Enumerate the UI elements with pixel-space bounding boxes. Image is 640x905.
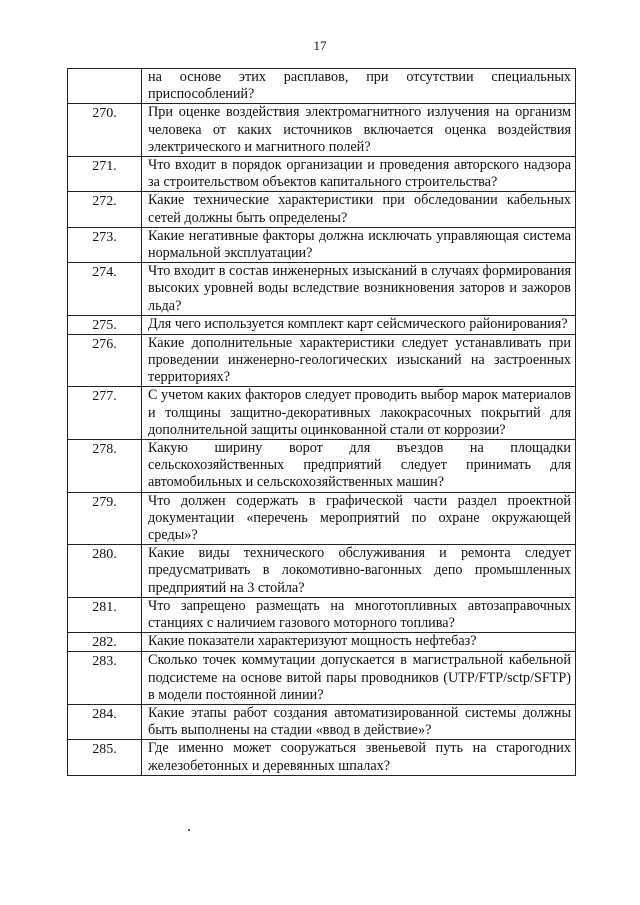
- question-number: 275.: [68, 315, 142, 334]
- question-number: 270.: [68, 104, 142, 157]
- table-row: [68, 157, 576, 192]
- scan-speck: [188, 829, 190, 831]
- question-number: 276.: [68, 334, 142, 387]
- question-number: 273.: [68, 227, 142, 262]
- question-text: Сколько точек коммутации допускается в магистральной кабельной подсистеме на основе витой пары проводников (UTP/FTP/sctp/SFTP) в модели постоянной линии?: [142, 652, 576, 705]
- question-number: 280.: [68, 545, 142, 598]
- table-row: [68, 492, 576, 545]
- table-row: [68, 263, 576, 316]
- question-text: Какие этапы работ создания автоматизированной системы должны быть выполнены на стадии «ввод в действие»?: [142, 704, 576, 739]
- question-text: Какую ширину ворот для въездов на площадки сельскохозяйственных предприятий следует принимать для автомобильных и сельскохозяйственных машин?: [142, 440, 576, 493]
- table-row: [68, 315, 576, 334]
- table-row: [68, 227, 576, 262]
- question-text: Что запрещено размещать на многотопливных автозаправочных станциях с наличием газового моторного топлива?: [142, 597, 576, 632]
- table-row: [68, 334, 576, 387]
- question-number: 283.: [68, 652, 142, 705]
- table-row: [68, 69, 576, 104]
- question-number: 282.: [68, 633, 142, 652]
- table-row: [68, 192, 576, 227]
- table-row: [68, 740, 576, 775]
- question-number: 285.: [68, 740, 142, 775]
- question-text: Где именно может сооружаться звеньевой путь на старогодних железобетонных и деревянных шпалах?: [142, 740, 576, 775]
- question-number: 274.: [68, 263, 142, 316]
- page-number: 17: [313, 38, 327, 53]
- question-number: [68, 69, 142, 104]
- question-text: Что входит в состав инженерных изысканий в случаях формирования высоких уровней воды вследствие возникновения заторов и зажоров льда?: [142, 263, 576, 316]
- question-number: 279.: [68, 492, 142, 545]
- table-row: [68, 704, 576, 739]
- table-row: [68, 652, 576, 705]
- question-number: 271.: [68, 157, 142, 192]
- question-text: Какие технические характеристики при обследовании кабельных сетей должны быть определены?: [142, 192, 576, 227]
- question-text: Какие негативные факторы должна исключать управляющая система нормальной эксплуатации?: [142, 227, 576, 262]
- question-text: Какие показатели характеризуют мощность нефтебаз?: [142, 633, 576, 652]
- question-number: 281.: [68, 597, 142, 632]
- question-number: 284.: [68, 704, 142, 739]
- question-text: Какие дополнительные характеристики следует устанавливать при проведении инженерно-геологических изысканий на застроенных территориях?: [142, 334, 576, 387]
- question-text: Что входит в порядок организации и проведения авторского надзора за строительством объектов капитального строительства?: [142, 157, 576, 192]
- question-number: 278.: [68, 440, 142, 493]
- question-number: 277.: [68, 387, 142, 440]
- table-row: [68, 597, 576, 632]
- questions-table: [67, 68, 576, 776]
- question-text: Что должен содержать в графической части раздел проектной документации «перечень мероприятий по охране окружающей среды»?: [142, 492, 576, 545]
- question-text: Для чего используется комплект карт сейсмического районирования?: [142, 315, 576, 334]
- question-text: на основе этих расплавов, при отсутствии специальных приспособлений?: [142, 69, 576, 104]
- table-row: [68, 104, 576, 157]
- table-row: [68, 545, 576, 598]
- table-row: [68, 440, 576, 493]
- question-number: 272.: [68, 192, 142, 227]
- table-row: [68, 387, 576, 440]
- table-row: [68, 633, 576, 652]
- question-text: При оценке воздействия электромагнитного излучения на организм человека от каких источников включается оценка воздействия электрического и магнитного полей?: [142, 104, 576, 157]
- question-text: Какие виды технического обслуживания и ремонта следует предусматривать в локомотивно-вагонных депо промышленных предприятий на 3 стойла?: [142, 545, 576, 598]
- question-text: С учетом каких факторов следует проводить выбор марок материалов и толщины защитно-декоративных лакокрасочных покрытий для дополнительной защиты оцинкованной стали от коррозии?: [142, 387, 576, 440]
